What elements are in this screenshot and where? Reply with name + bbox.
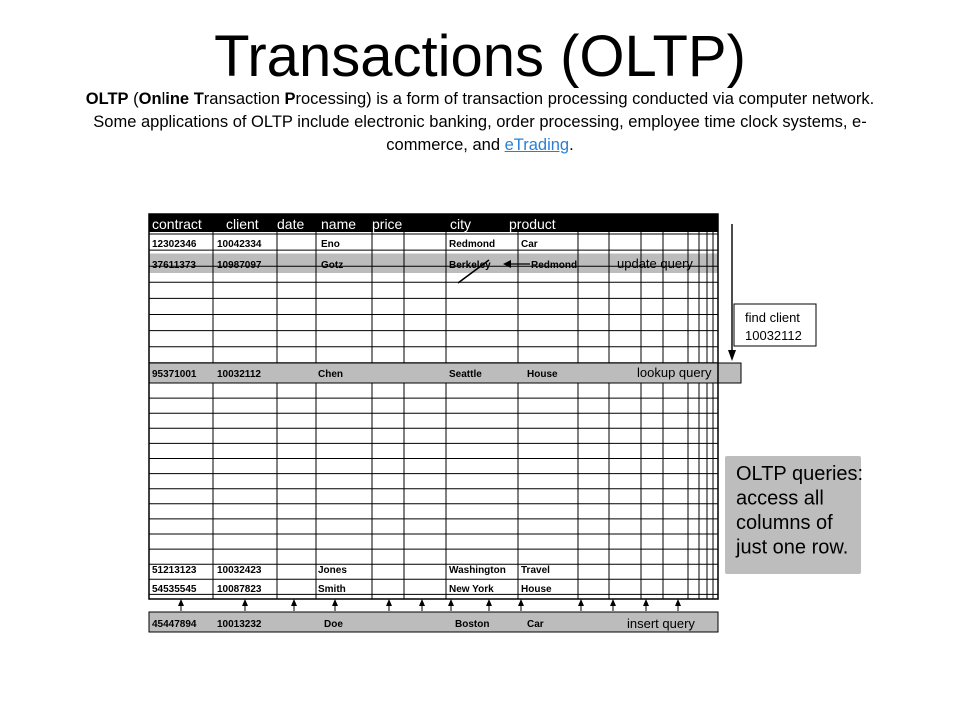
- insert-arrow-head: [178, 599, 184, 606]
- insert-cell-1: 10013232: [217, 619, 262, 630]
- cell-0-0: 12302346: [152, 239, 197, 250]
- bottom-cell-0-6: Travel: [521, 565, 550, 576]
- insert-arrow-head: [610, 599, 616, 606]
- cell-1-1: 10987097: [217, 260, 262, 271]
- bottom-cell-1-6: House: [521, 584, 552, 595]
- find-client-value: 10032112: [745, 328, 802, 343]
- header-date: date: [277, 216, 305, 232]
- header-client: client: [226, 216, 259, 232]
- insert-arrow-head: [419, 599, 425, 606]
- insert-arrow-head: [486, 599, 492, 606]
- header-city: city: [450, 216, 471, 232]
- insert-cell-6: Car: [527, 619, 544, 630]
- lookup-cell-0: 95371001: [152, 369, 197, 380]
- bottom-cell-0-0: 51213123: [152, 565, 197, 576]
- find-client-label: find client: [745, 310, 800, 325]
- cell-1-6: Redmond: [531, 260, 578, 271]
- insert-arrow-head: [332, 599, 338, 606]
- bottom-cell-1-5: New York: [449, 584, 494, 595]
- cell-0-1: 10042334: [217, 239, 262, 250]
- insert-arrow-head: [291, 599, 297, 606]
- slide-title: Transactions (OLTP): [214, 24, 746, 89]
- header-price: price: [372, 216, 403, 232]
- lookup-query-label: lookup query: [637, 365, 712, 380]
- insert-arrow-head: [675, 599, 681, 606]
- header-contract: contract: [152, 216, 202, 232]
- lookup-cell-1: 10032112: [217, 369, 261, 380]
- etrading-link[interactable]: eTrading: [504, 136, 570, 154]
- lookup-cell-3: Chen: [318, 369, 343, 380]
- note-line-3: just one row.: [736, 536, 849, 559]
- bottom-cell-0-5: Washington: [449, 565, 506, 576]
- bottom-cell-0-1: 10032423: [217, 565, 262, 576]
- insert-cell-5: Boston: [455, 619, 490, 630]
- bottom-cell-0-3: Jones: [318, 565, 347, 576]
- bottom-cell-1-1: 10087823: [217, 584, 262, 595]
- lookup-cell-6: House: [527, 369, 558, 380]
- cell-0-3: Eno: [321, 239, 340, 250]
- cell-0-5: Redmond: [449, 239, 496, 250]
- cell-1-0: 37611373: [152, 260, 196, 271]
- lookup-cell-5: Seattle: [449, 369, 482, 380]
- insert-query-label: insert query: [627, 616, 695, 631]
- cell-0-6: Car: [521, 239, 538, 250]
- insert-arrow-head: [578, 599, 584, 606]
- insert-cell-3: Doe: [324, 619, 343, 630]
- bottom-cell-1-0: 54535545: [152, 584, 197, 595]
- insert-arrow-head: [643, 599, 649, 606]
- update-query-label: update query: [617, 256, 693, 271]
- insert-arrow-head: [518, 599, 524, 606]
- insert-arrow-head: [448, 599, 454, 606]
- header-name: name: [321, 216, 357, 232]
- note-line-0: OLTP queries:: [736, 463, 864, 485]
- insert-arrow-head: [386, 599, 392, 606]
- header-product: product: [509, 216, 556, 232]
- insert-cell-0: 45447894: [152, 619, 197, 630]
- bottom-cell-1-3: Smith: [318, 584, 346, 595]
- note-line-2: columns of: [736, 512, 833, 534]
- find-client-arrow-head: [728, 350, 736, 361]
- note-line-1: access all: [736, 487, 824, 510]
- cell-1-3: Gotz: [321, 260, 344, 271]
- cell-1-5: Berkeley: [449, 260, 491, 271]
- slide-description: OLTP (Online Transaction Processing) is a form of transaction processing conducted via computer network. Some applications of OLTP include electronic banking, order processing, employee time clock systems, e-commerce, and eTrading.: [85, 90, 875, 154]
- insert-arrow-head: [242, 599, 248, 606]
